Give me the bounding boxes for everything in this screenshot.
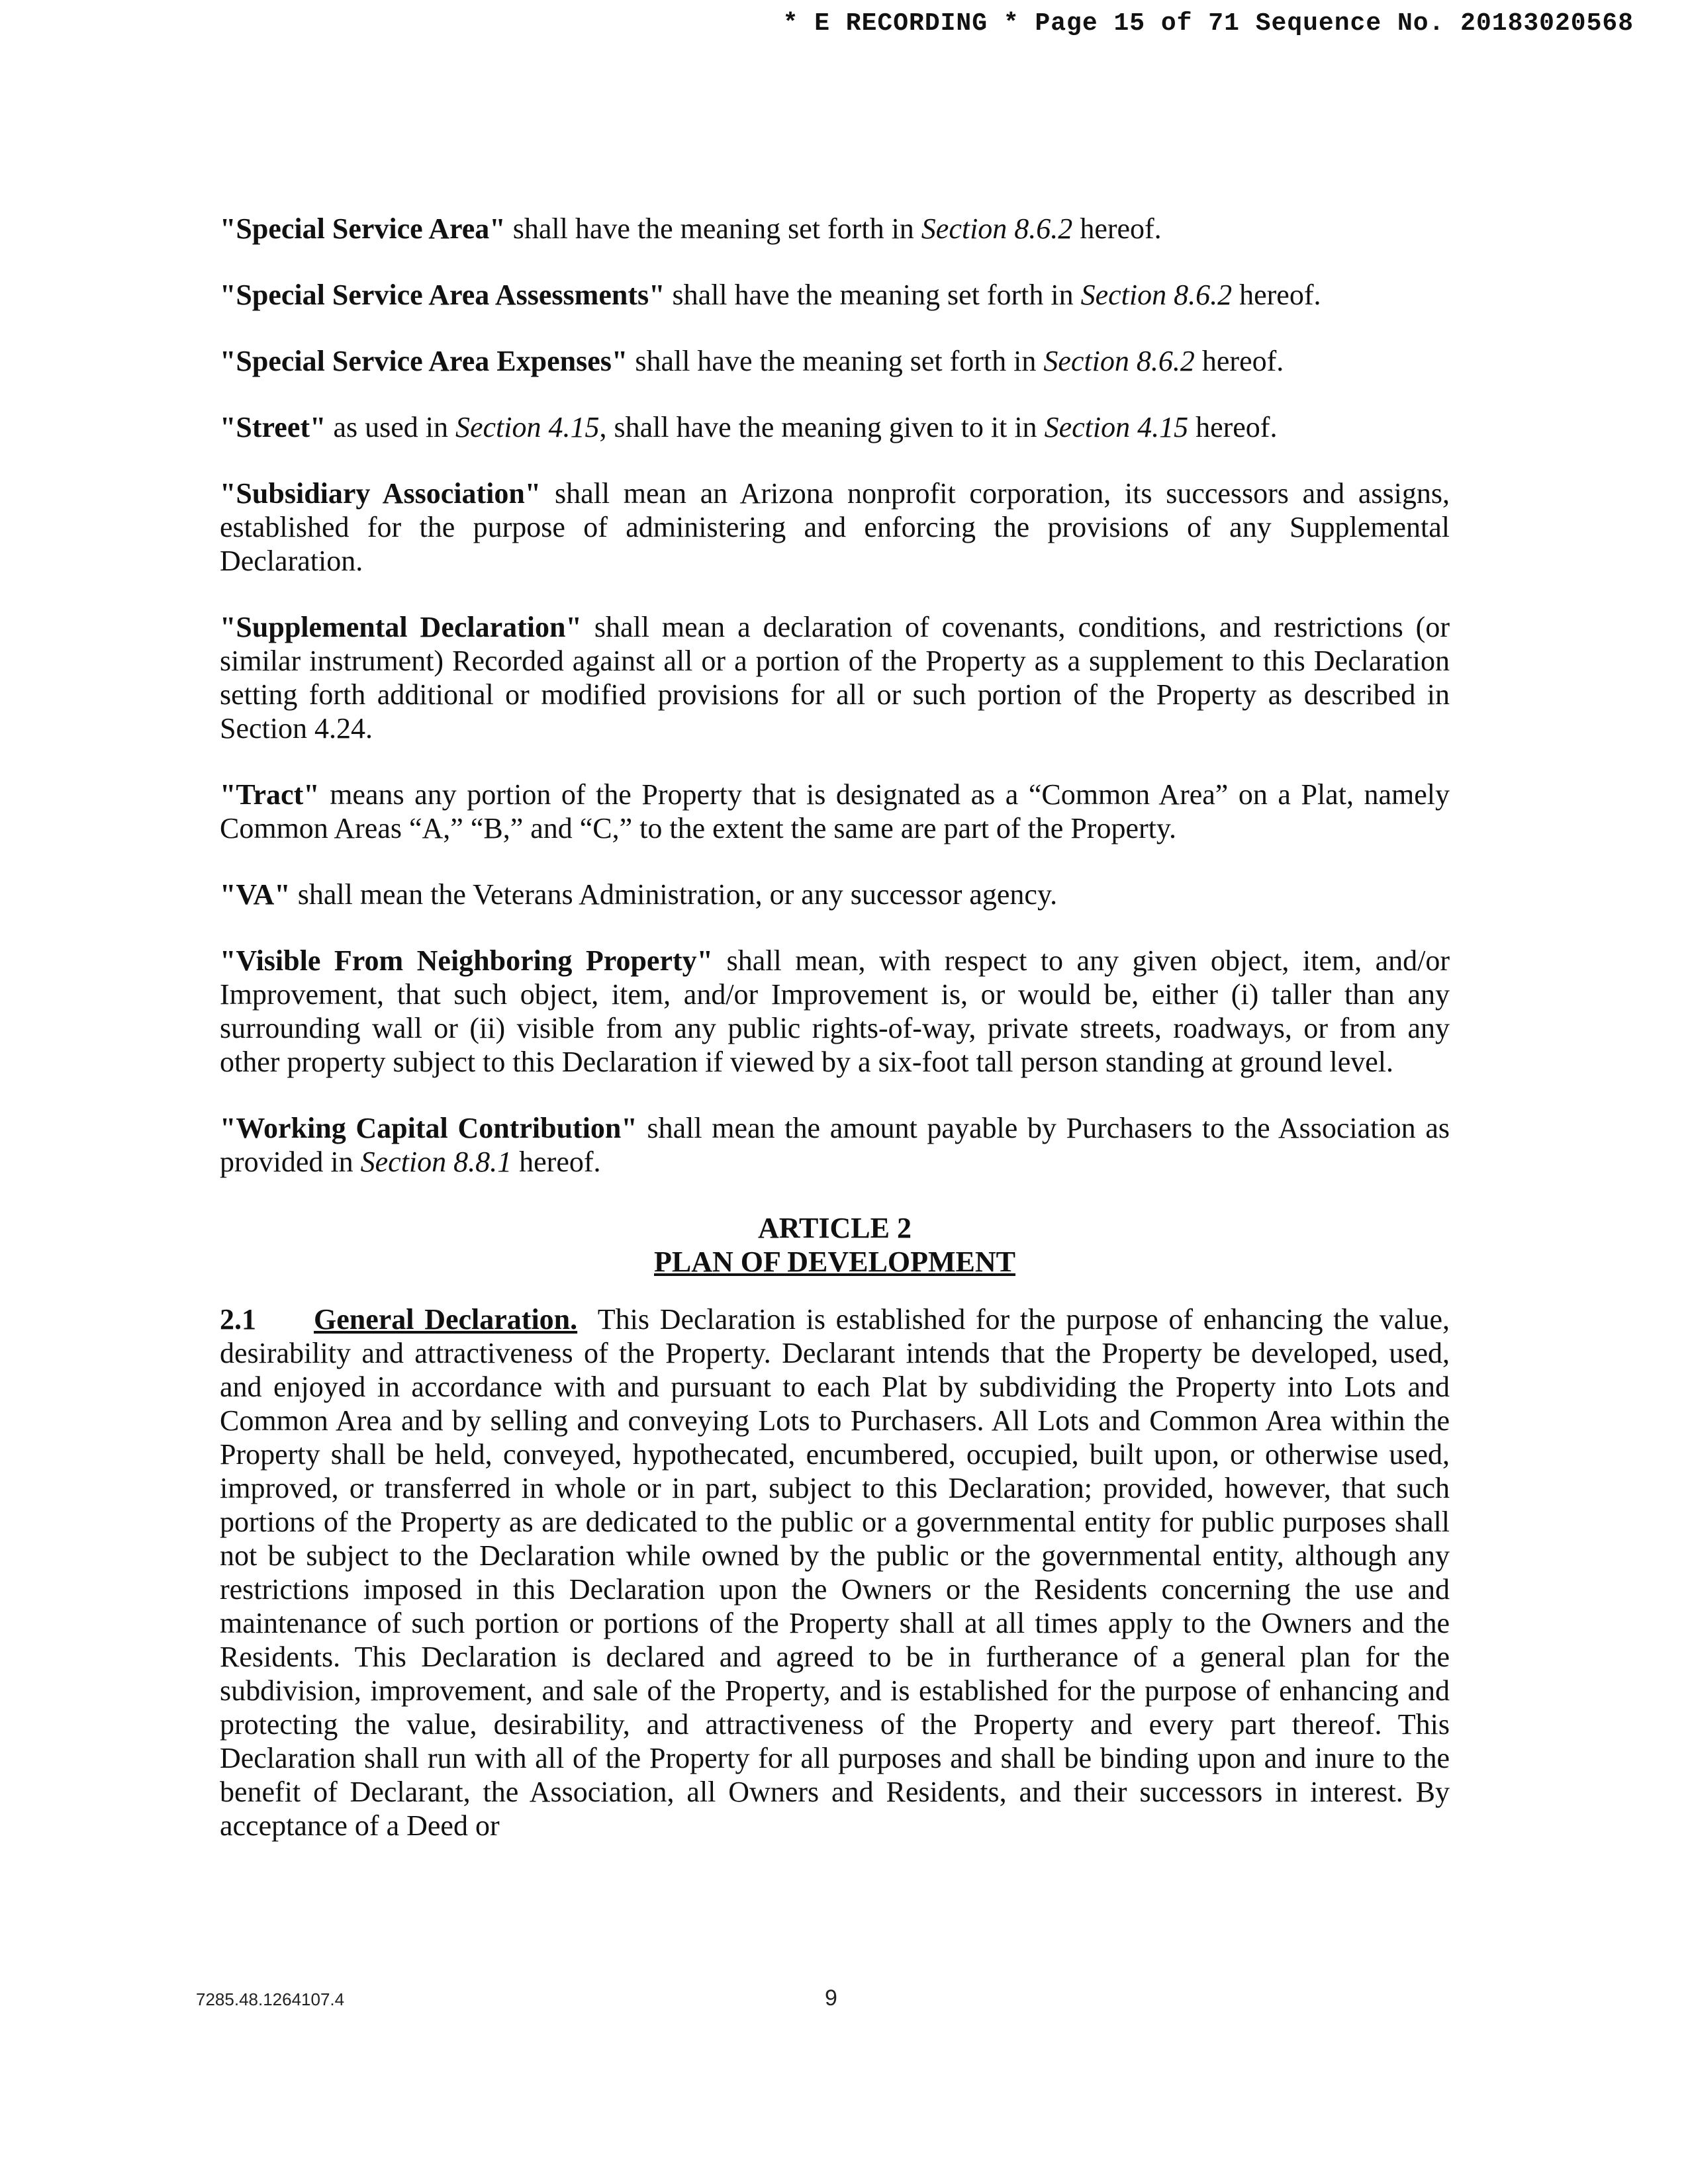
- definition-text: shall have the meaning set forth in: [665, 279, 1081, 311]
- section-reference: Section 8.6.2: [1080, 279, 1233, 311]
- document-id: 7285.48.1264107.4: [196, 1989, 345, 2009]
- definition-text: shall have the meaning set forth in: [628, 345, 1044, 377]
- definition-term: "Tract": [220, 778, 320, 811]
- definition-text: shall mean, with respect to any given object, item, and/or Improvement, that such object, item, and/or Improvement is, or would be, either (i) taller than any surrounding wall or (ii) visible from any public rights-of-way, private streets, roadways, or from any other property subject to this Declaration if viewed by a six-foot tall person standing at ground level.: [220, 944, 1450, 1078]
- document-body: [220, 212, 1450, 1843]
- definition-text: shall mean an Arizona nonprofit corporation, its successors and assigns, established for the purpose of administering and enforcing the provisions of any Supplemental Declaration.: [220, 477, 1450, 577]
- definition-item: [220, 878, 1450, 911]
- definition-item: [220, 1111, 1450, 1179]
- definition-item: [220, 778, 1450, 845]
- definition-item: [220, 944, 1450, 1079]
- section-reference: Section 8.8.1: [360, 1146, 512, 1178]
- section-2-1: [220, 1302, 1450, 1843]
- definition-term: "VA": [220, 878, 291, 911]
- definition-item: [220, 410, 1450, 444]
- article-heading: [220, 1211, 1450, 1279]
- section-reference: Section 8.6.2: [921, 212, 1073, 245]
- definition-term: "Special Service Area Assessments": [220, 279, 665, 311]
- definition-item: [220, 212, 1450, 246]
- section-number: 2.1: [220, 1303, 256, 1336]
- definition-text: as used in: [326, 411, 455, 443]
- definition-term: "Supplemental Declaration": [220, 611, 582, 643]
- definition-text: shall mean a declaration of covenants, conditions, and restrictions (or similar instrument) Recorded against all or a portion of the Property as a supplement to this Declaration setting forth additional or modified provisions for all or such portion of the Property as described in Section 4.24.: [220, 611, 1450, 745]
- definition-text: , shall have the meaning given to it in: [599, 411, 1045, 443]
- section-reference: Section 8.6.2: [1043, 345, 1195, 377]
- definition-item: [220, 278, 1450, 312]
- definition-text: hereof.: [1072, 212, 1162, 245]
- article-number: ARTICLE 2: [758, 1212, 912, 1244]
- definition-term: "Subsidiary Association": [220, 477, 541, 510]
- definition-term: "Visible From Neighboring Property": [220, 944, 714, 977]
- section-text: This Declaration is established for the purpose of enhancing the value, desirability and attractiveness of the Property. Declarant intends that the Property be developed, used, and enjoyed in accordance with and pursuant to each Plat by subdividing the Property into Lots and Common Area and by selling and conveying Lots to Purchasers. All Lots and Common Area within the Property shall be held, conveyed, hypothecated, encumbered, occupied, built upon, or otherwise used, improved, or transferred in whole or in part, subject to this Declaration; provided, however, that such portions of the Property as are dedicated to the public or a governmental entity for public purposes shall not be subject to the Declaration while owned by the public or the governmental entity, although any restrictions imposed in this Declaration upon the Owners or the Residents concerning the use and maintenance of such portion or portions of the Property shall at all times apply to the Owners and the Residents. This Declaration is declared and agreed to be in furtherance of a general plan for the subdivision, improvement, and sale of the Property, and is established for the purpose of enhancing and protecting the value, desirability, and attractiveness of the Property and every part thereof. This Declaration shall run with all of the Property for all purposes and shall be binding upon and inure to the benefit of Declarant, the Association, all Owners and Residents, and their successors in interest. By acceptance of a Deed or: [220, 1303, 1450, 1842]
- definitions-list: [220, 212, 1450, 1179]
- definition-text: hereof.: [1194, 345, 1284, 377]
- page-number: 9: [825, 1985, 837, 2011]
- definition-term: "Working Capital Contribution": [220, 1112, 637, 1144]
- definition-item: [220, 610, 1450, 745]
- definition-text: means any portion of the Property that is designated as a “Common Area” on a Plat, namely Common Areas “A,” “B,” and “C,” to the extent the same are part of the Property.: [220, 778, 1450, 844]
- article-title: PLAN OF DEVELOPMENT: [654, 1246, 1015, 1278]
- definition-text: hereof.: [1188, 411, 1278, 443]
- definition-item: [220, 477, 1450, 578]
- definition-text: shall mean the amount payable by Purchasers to the Association as provided in: [220, 1112, 1450, 1178]
- recording-header: * E RECORDING * Page 15 of 71 Sequence No. 20183020568: [782, 9, 1634, 38]
- definition-text: shall have the meaning set forth in: [505, 212, 921, 245]
- definition-term: "Special Service Area": [220, 212, 506, 245]
- definition-item: [220, 344, 1450, 378]
- section-title: General Declaration.: [314, 1303, 578, 1336]
- definition-term: "Special Service Area Expenses": [220, 345, 628, 377]
- definition-text: hereof.: [512, 1146, 601, 1178]
- definition-term: "Street": [220, 411, 326, 443]
- definition-text: hereof.: [1232, 279, 1321, 311]
- definition-text: shall mean the Veterans Administration, or any successor agency.: [290, 878, 1058, 911]
- section-reference: Section 4.15: [455, 411, 600, 443]
- section-reference: Section 4.15: [1044, 411, 1189, 443]
